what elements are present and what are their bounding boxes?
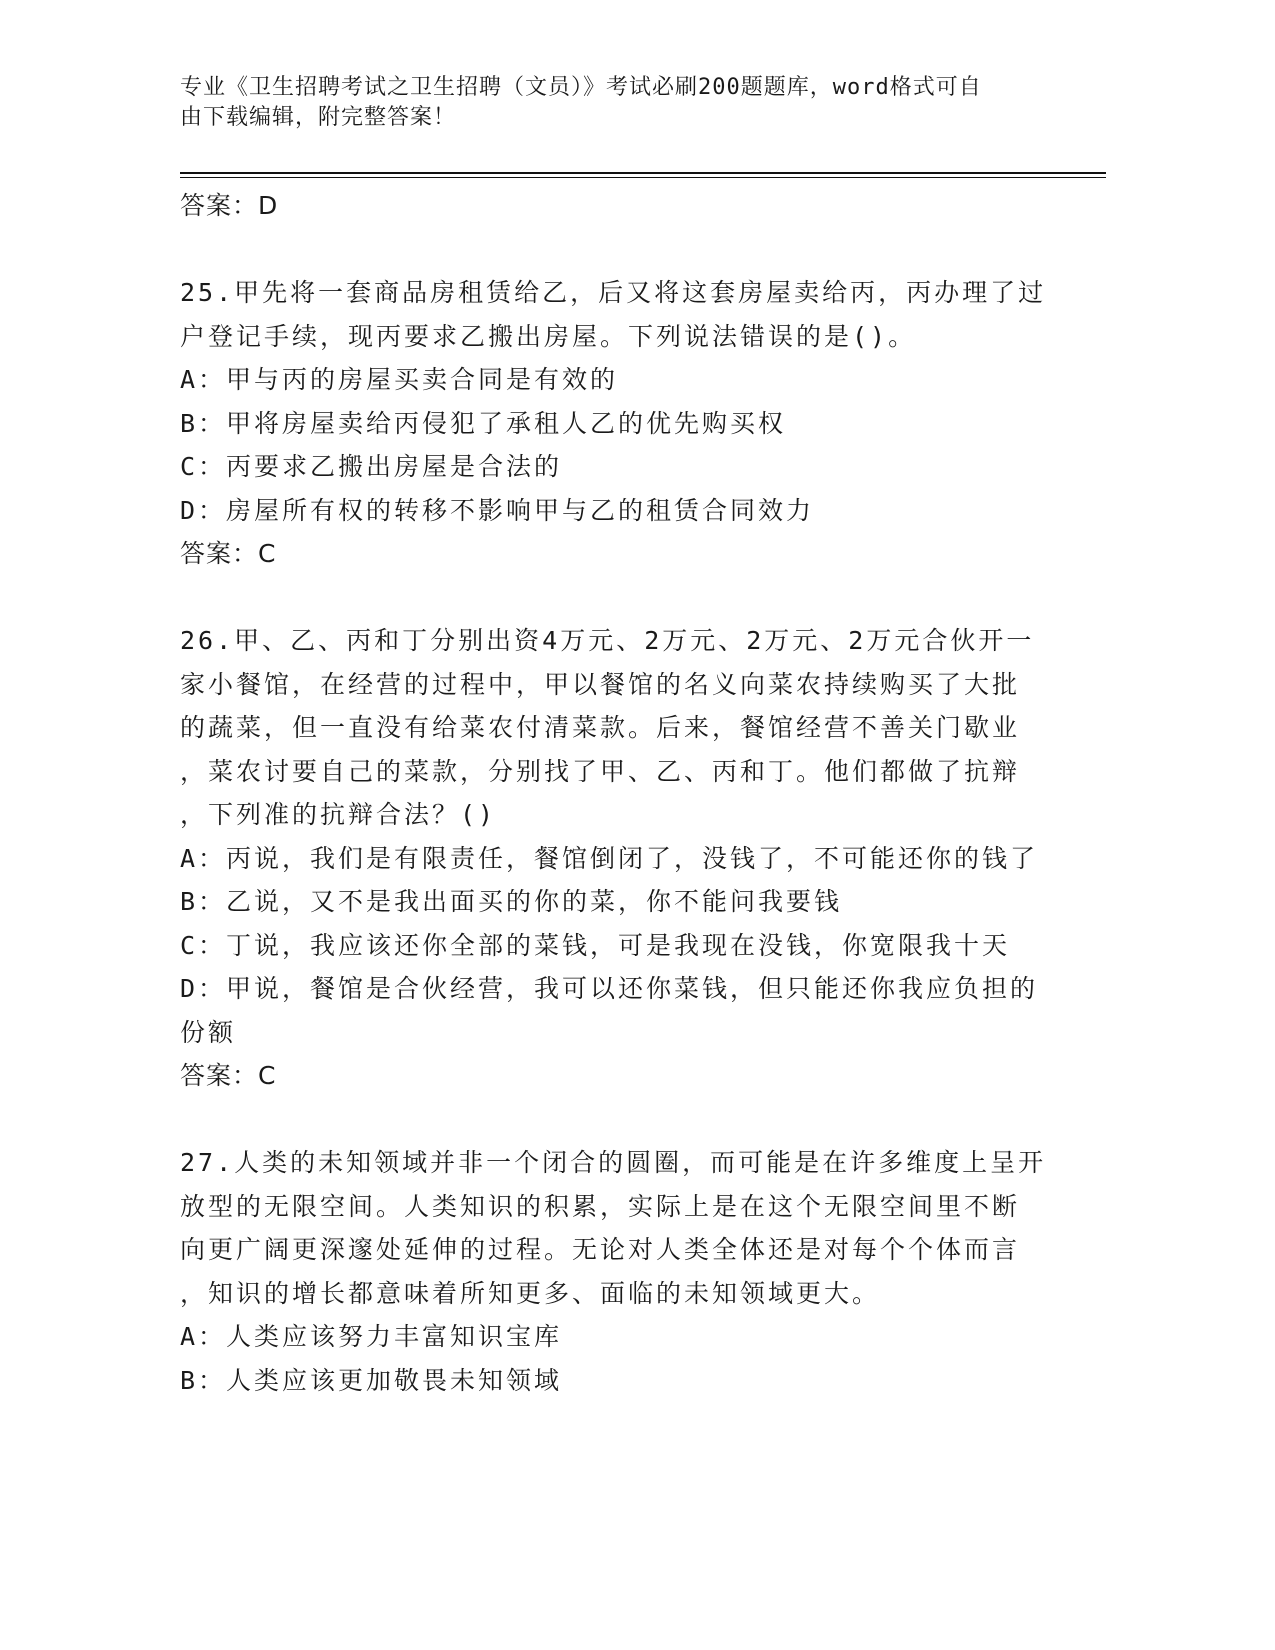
q25-option-b: B：甲将房屋卖给丙侵犯了承租人乙的优先购买权 [180,408,787,438]
q26-stem-line-1: 26.甲、乙、丙和丁分别出资4万元、2万元、2万元、2万元合伙开一 [180,626,1035,655]
q26-option-d-line-1: D：甲说，餐馆是合伙经营，我可以还你菜钱，但只能还你我应负担的 [180,974,1039,1003]
q26-stem-line-4: ，菜农讨要自己的菜款，分别找了甲、乙、丙和丁。他们都做了抗辩 [180,756,1021,786]
question-content [180,184,1060,1402]
question-27 [180,1141,1060,1402]
q27-stem-line-3: 向更广阔更深邃处延伸的过程。无论对人类全体还是对每个个体而言 [180,1235,1021,1264]
q26-stem-line-5: ，下列准的抗辩合法？() [180,800,497,829]
question-25 [180,271,1060,576]
question-26 [180,619,1060,1098]
q27-option-b: B：人类应该更加敬畏未知领域 [180,1365,563,1395]
header-line-1: 专业《卫生招聘考试之卫生招聘（文员）》考试必刷200题题库，word格式可自 [180,75,982,100]
q27-stem-line-1: 27.人类的未知领域并非一个闭合的圆圈，而可能是在许多维度上呈开 [180,1148,1047,1177]
q27-stem-line-4: ，知识的增长都意味着所知更多、面临的未知领域更大。 [180,1278,881,1308]
header-divider-thick [180,172,1106,174]
spacer [180,576,1060,620]
spacer [180,1098,1060,1142]
spacer [180,228,1060,272]
q25-answer: 答案：C [180,539,277,568]
header-line-2: 由下载编辑，附完整答案！ [180,105,457,130]
q26-answer: 答案：C [180,1061,277,1090]
q25-stem-line-1: 25.甲先将一套商品房租赁给乙，后又将这套房屋卖给丙，丙办理了过 [180,278,1047,307]
q26-stem-line-3: 的蔬菜，但一直没有给菜农付清菜款。后来，餐馆经营不善关门歇业 [180,713,1021,742]
q26-option-a: A：丙说，我们是有限责任，餐馆倒闭了，没钱了，不可能还你的钱了 [180,843,1039,873]
q26-stem-line-2: 家小餐馆，在经营的过程中，甲以餐馆的名义向菜农持续购买了大批 [180,669,1021,699]
q25-stem-line-2: 户登记手续，现丙要求乙搬出房屋。下列说法错误的是()。 [180,321,917,351]
q25-option-a: A：甲与丙的房屋买卖合同是有效的 [180,365,619,394]
header-divider-thin [180,177,1106,178]
q27-stem-line-2: 放型的无限空间。人类知识的积累，实际上是在这个无限空间里不断 [180,1191,1021,1221]
q25-option-c: C：丙要求乙搬出房屋是合法的 [180,452,563,481]
q26-option-b: B：乙说，又不是我出面买的你的菜，你不能问我要钱 [180,887,843,916]
document-header [180,73,1060,133]
q25-option-d: D：房屋所有权的转移不影响甲与乙的租赁合同效力 [180,495,815,525]
q24-answer: 答案：D [180,191,279,220]
q26-option-c: C：丁说，我应该还你全部的菜钱，可是我现在没钱，你宽限我十天 [180,930,1011,960]
q26-option-d-line-2: 份额 [180,1017,237,1047]
q27-option-a: A：人类应该努力丰富知识宝库 [180,1322,563,1351]
